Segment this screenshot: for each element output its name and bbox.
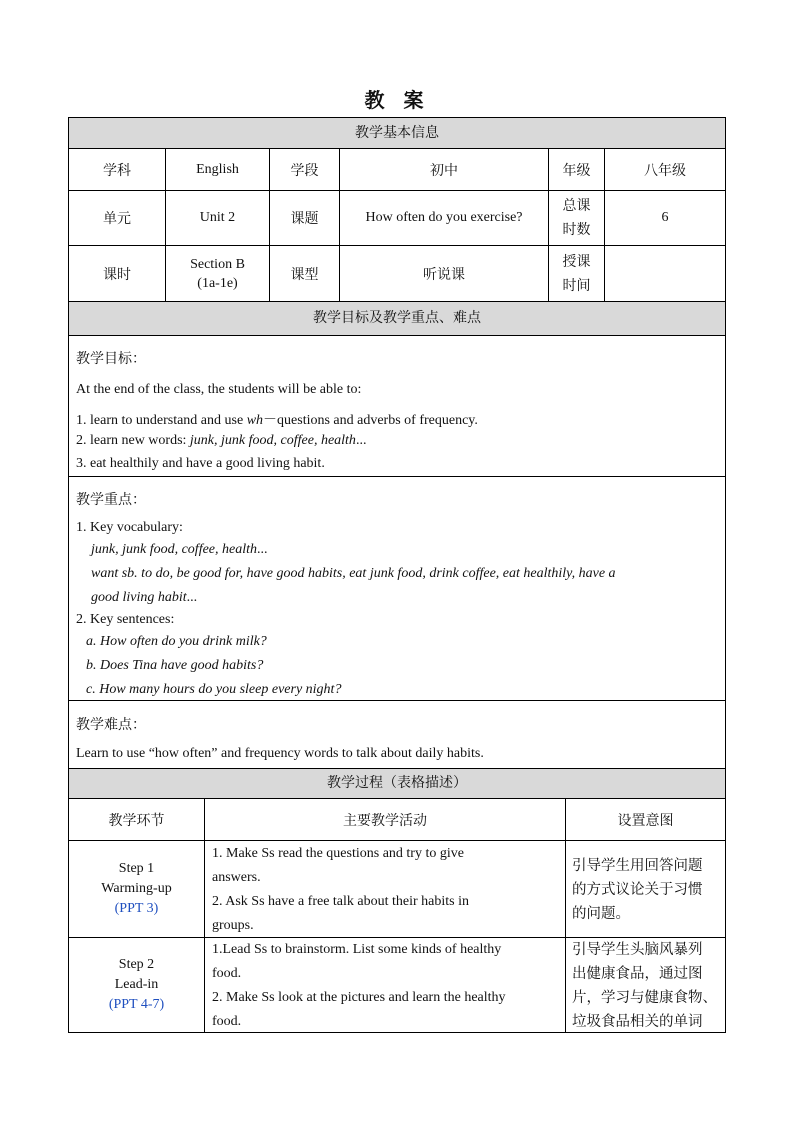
key-vocab-line-1-words: junk, junk food, coffee, health bbox=[91, 542, 258, 557]
step-1-activity-line-1: 1. Make Ss read the questions and try to give bbox=[212, 846, 464, 861]
basic-info-title: 教学基本信息 bbox=[355, 125, 439, 141]
process-step-2 bbox=[69, 938, 725, 1032]
key-vocab-heading: 1. Key vocabulary: bbox=[76, 520, 183, 535]
step-1-activity-line-4: groups. bbox=[212, 918, 254, 933]
info-row-unit bbox=[69, 191, 725, 246]
goal-2-part-c: ... bbox=[355, 433, 367, 448]
step-1-intent-line-1: 引导学生用回答问题 bbox=[572, 858, 703, 874]
step-2-intent-line-2: 出健康食品，通过图 bbox=[572, 966, 703, 982]
step-2-activity-line-4: food. bbox=[212, 1014, 242, 1029]
subject-value: English bbox=[166, 149, 270, 190]
goal-2-part-b: junk, junk food, coffee, health bbox=[189, 433, 356, 448]
goal-1-part-c: －questions and adverbs of frequency. bbox=[263, 413, 478, 428]
subject-label: 学科 bbox=[69, 149, 166, 190]
difficulties-title: 教学难点： bbox=[76, 717, 146, 733]
total-hours-label-line1: 总课 bbox=[562, 198, 591, 214]
unit-label: 单元 bbox=[69, 191, 166, 245]
info-row-subject bbox=[69, 149, 725, 191]
step-2-ppt: (PPT 4-7) bbox=[108, 997, 165, 1012]
key-vocab-line-2: want sb. to do, be good for, have good habits, eat junk food, drink coffee, eat healthily, have a bbox=[91, 566, 616, 581]
step-2-activity-line-2: food. bbox=[212, 966, 242, 981]
step-1-intent-line-3: 的问题。 bbox=[572, 906, 630, 922]
goal-1-part-a: 1. learn to understand and use bbox=[76, 413, 247, 428]
grade-label: 年级 bbox=[549, 149, 605, 190]
step-2-intent-line-3: 片，学习与健康食物、 bbox=[572, 990, 717, 1006]
key-sentence-a: a. How often do you drink milk? bbox=[86, 634, 267, 649]
stage-label: 学段 bbox=[270, 149, 340, 190]
step-1-intent-line-2: 的方式议论关于习惯 bbox=[572, 882, 703, 898]
basic-info-header bbox=[69, 118, 725, 149]
column-activities: 主要教学活动 bbox=[205, 799, 566, 840]
teach-time-value bbox=[605, 246, 725, 301]
key-vocab-line-1 bbox=[91, 542, 268, 558]
process-step-1 bbox=[69, 841, 725, 938]
key-points-title: 教学重点： bbox=[76, 492, 146, 508]
grade-value: 八年级 bbox=[644, 162, 686, 179]
column-stage: 教学环节 bbox=[69, 799, 205, 840]
step-1-ppt: (PPT 3) bbox=[114, 901, 159, 916]
step-1-activity-line-2: answers. bbox=[212, 870, 261, 885]
key-vocab-line-3-words: good living habit bbox=[91, 590, 187, 605]
step-1-activity-line-3: 2. Ask Ss have a free talk about their habits in bbox=[212, 894, 469, 909]
key-sentence-c: c. How many hours do you sleep every night? bbox=[86, 682, 342, 697]
teaching-goals-section bbox=[69, 336, 725, 477]
teach-time-label bbox=[549, 246, 605, 301]
process-header bbox=[69, 769, 725, 799]
step-2-number: Step 2 bbox=[118, 957, 155, 972]
difficulties-section bbox=[69, 701, 725, 769]
period-value bbox=[166, 246, 270, 301]
key-vocab-line-1-ellipsis: ... bbox=[257, 542, 268, 557]
total-hours-value: 6 bbox=[661, 210, 669, 225]
key-sentences-heading: 2. Key sentences: bbox=[76, 612, 175, 627]
step-2-activity-line-1: 1.Lead Ss to brainstorm. List some kinds of healthy bbox=[212, 942, 502, 957]
objectives-header-title: 教学目标及教学重点、难点 bbox=[313, 310, 481, 326]
goal-2-part-a: 2. learn new words: bbox=[76, 433, 190, 448]
step-2-stage bbox=[69, 938, 205, 1032]
step-1-intent bbox=[572, 854, 703, 926]
total-hours-label-line2: 时数 bbox=[562, 222, 591, 238]
step-1-stage bbox=[69, 841, 205, 937]
step-2-intent-line-1: 引导学生头脑风暴列 bbox=[572, 942, 703, 958]
step-1-number: Step 1 bbox=[118, 861, 155, 876]
key-vocab-line-3 bbox=[91, 590, 197, 606]
goals-intro: At the end of the class, the students will be able to: bbox=[76, 382, 362, 397]
process-header-title: 教学过程（表格描述） bbox=[327, 775, 467, 791]
document-title: 教 案 bbox=[364, 88, 430, 112]
column-intent: 设置意图 bbox=[617, 812, 674, 829]
stage-value: 初中 bbox=[340, 149, 549, 190]
period-value-line2: (1a-1e) bbox=[197, 275, 238, 291]
goal-1-part-b: wh bbox=[246, 413, 264, 428]
table-frame bbox=[68, 117, 726, 1033]
process-columns bbox=[69, 799, 725, 841]
step-2-activities bbox=[212, 938, 506, 1034]
step-2-intent bbox=[572, 938, 717, 1034]
step-2-name: Lead-in bbox=[114, 977, 159, 992]
step-1-activities bbox=[212, 842, 469, 938]
step-2-intent-line-4: 垃圾食品相关的单词 bbox=[572, 1014, 703, 1030]
goals-title: 教学目标： bbox=[76, 351, 146, 367]
total-hours-label bbox=[549, 191, 605, 245]
key-points-section bbox=[69, 477, 725, 701]
key-sentence-b: b. Does Tina have good habits? bbox=[86, 658, 264, 673]
goal-2 bbox=[76, 433, 366, 449]
type-label: 课型 bbox=[270, 246, 340, 301]
unit-value: Unit 2 bbox=[166, 191, 270, 245]
step-2-activity-line-3: 2. Make Ss look at the pictures and learn the healthy bbox=[212, 990, 506, 1005]
period-value-line1: Section B bbox=[190, 256, 245, 272]
topic-label: 课题 bbox=[270, 191, 340, 245]
type-value: 听说课 bbox=[340, 246, 549, 301]
objectives-header bbox=[69, 302, 725, 336]
teach-time-label-line2: 时间 bbox=[562, 277, 591, 294]
info-row-period bbox=[69, 246, 725, 302]
goal-3: 3. eat healthily and have a good living habit. bbox=[76, 456, 325, 471]
goal-1 bbox=[76, 409, 478, 429]
period-label: 课时 bbox=[69, 246, 166, 301]
key-vocab-line-3-ellipsis: ... bbox=[186, 590, 198, 605]
step-1-name: Warming-up bbox=[101, 881, 172, 896]
topic-value: How often do you exercise? bbox=[340, 191, 549, 245]
teach-time-label-line1: 授课 bbox=[562, 253, 591, 270]
difficulties-text: Learn to use “how often” and frequency words to talk about daily habits. bbox=[76, 746, 484, 761]
